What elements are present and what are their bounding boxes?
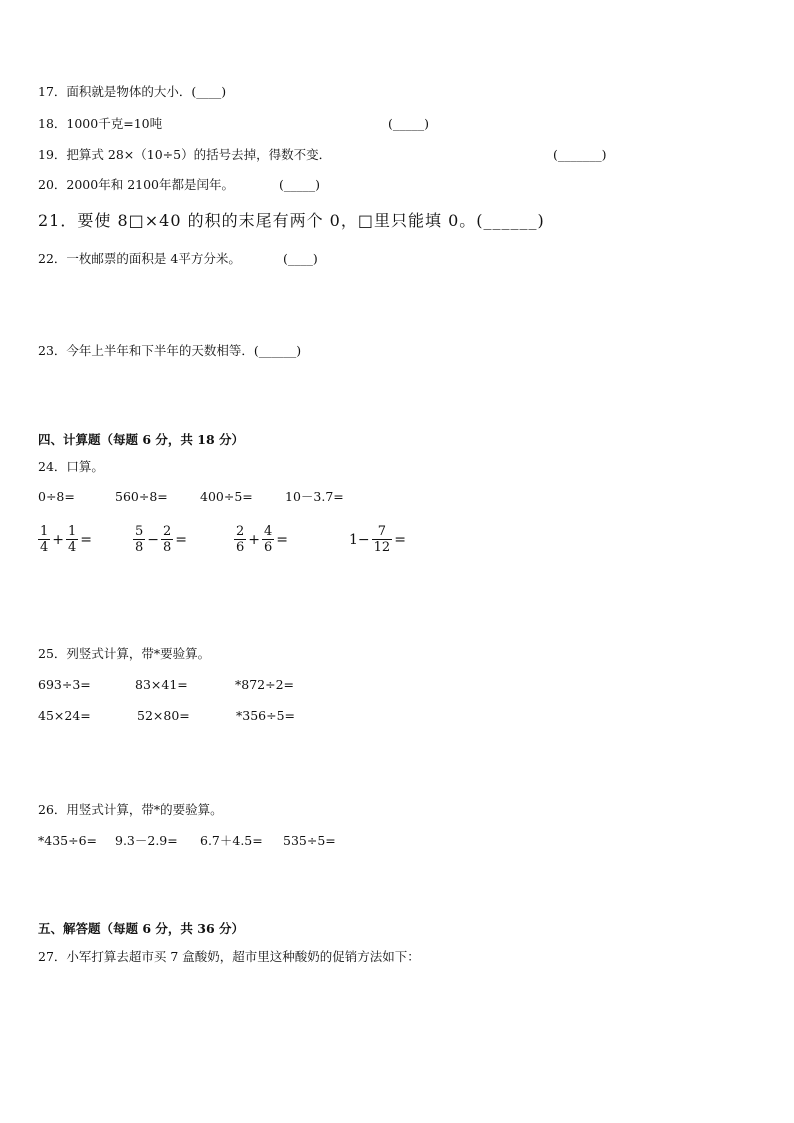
- fraction: $\frac{2}{8}$: [163, 524, 172, 555]
- question-26-title: 26．用竖式计算，带*的要验算。: [38, 802, 223, 817]
- fraction: $\frac{4}{6}$: [264, 524, 273, 555]
- q26-row1-item: 535÷5=: [283, 833, 336, 848]
- fraction: $\frac{1}{4}$: [40, 524, 49, 555]
- q25-row1-item: 693÷3=: [38, 677, 91, 692]
- question-19-blank: (_______): [553, 147, 607, 162]
- q24-row1-item: 0÷8=: [38, 489, 75, 504]
- fraction: $\frac{1}{4}$: [68, 524, 77, 555]
- question-22-blank: (____): [283, 251, 318, 266]
- question-18: 18．1000千克=10吨: [38, 116, 163, 131]
- q25-row2-item: *356÷5=: [236, 708, 296, 723]
- q26-row1-item: *435÷6=: [38, 833, 98, 848]
- q25-row2-item: 52×80=: [137, 708, 190, 723]
- question-20: 20．2000年和 2100年都是闰年。: [38, 177, 235, 192]
- section-4-title: 四、计算题（每题 6 分，共 18 分）: [38, 432, 245, 447]
- q25-row2-item: 45×24=: [38, 708, 91, 723]
- q26-row1-item: 9.3－2.9=: [115, 833, 178, 848]
- q24-fraction-expr-4: 1− $\frac{7}{12}$ =: [349, 524, 406, 555]
- q24-row1-item: 560÷8=: [115, 489, 168, 504]
- question-21: 21．要使 8□×40 的积的末尾有两个 0，□里只能填 0。(______): [38, 211, 545, 230]
- fraction: $\frac{5}{8}$: [135, 524, 144, 555]
- q26-row1-item: 6.7＋4.5=: [200, 833, 263, 848]
- question-17: 17．面积就是物体的大小．(____): [38, 84, 227, 99]
- q24-fraction-expr-3: $\frac{2}{6}$ + $\frac{4}{6}$ =: [236, 524, 289, 555]
- q24-fraction-expr-2: $\frac{5}{8}$ − $\frac{2}{8}$ =: [135, 524, 188, 555]
- question-25-title: 25．列竖式计算，带*要验算。: [38, 646, 211, 661]
- question-22: 22．一枚邮票的面积是 4平方分米。: [38, 251, 241, 266]
- question-23: 23．今年上半年和下半年的天数相等．(______): [38, 343, 302, 358]
- section-5-title: 五、解答题（每题 6 分，共 36 分）: [38, 921, 245, 936]
- question-24-title: 24．口算。: [38, 459, 104, 474]
- q25-row1-item: *872÷2=: [235, 677, 295, 692]
- q25-row1-item: 83×41=: [135, 677, 188, 692]
- q24-fraction-expr-1: $\frac{1}{4}$ + $\frac{1}{4}$ =: [40, 524, 93, 555]
- question-19: 19．把算式 28×（10÷5）的括号去掉，得数不变．: [38, 147, 332, 162]
- q24-row1-item: 400÷5=: [200, 489, 253, 504]
- question-20-blank: (_____): [279, 177, 321, 192]
- question-18-blank: (_____): [388, 116, 430, 131]
- fraction: $\frac{7}{12}$: [373, 524, 391, 555]
- question-27: 27．小军打算去超市买 7 盒酸奶，超市里这种酸奶的促销方法如下：: [38, 949, 420, 964]
- q24-row1-item: 10－3.7=: [285, 489, 344, 504]
- fraction: $\frac{2}{6}$: [236, 524, 245, 555]
